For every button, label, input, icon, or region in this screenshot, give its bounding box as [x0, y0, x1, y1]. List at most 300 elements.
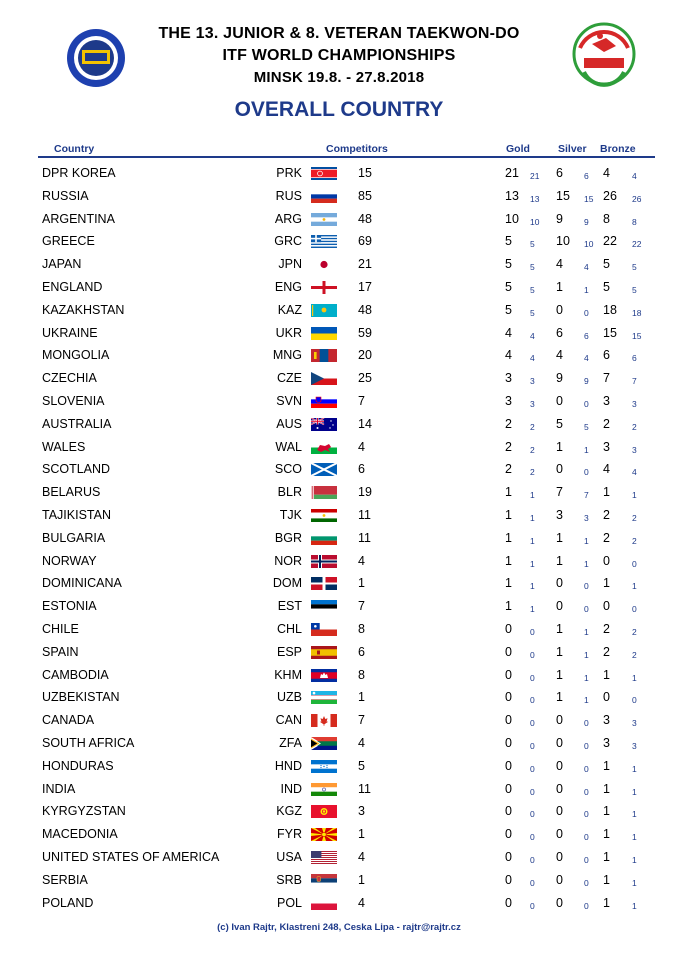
bronze-count: 3: [603, 736, 610, 750]
silver-count-small: 10: [584, 239, 594, 250]
table-row: [0, 299, 678, 321]
bronze-count: 2: [603, 644, 610, 659]
table-row: [0, 185, 678, 207]
silver-count: 1: [556, 690, 563, 705]
gold-count-small: 0: [530, 649, 535, 660]
bronze-count-small: 1: [632, 855, 637, 865]
table-row: [0, 778, 678, 800]
country-code: SRB: [276, 872, 302, 887]
table-row: [0, 413, 678, 435]
silver-count-small: 1: [584, 649, 589, 660]
competitors-count: 15: [358, 166, 372, 180]
flag-bgr-icon: [311, 532, 337, 545]
silver-count: 1: [556, 553, 563, 568]
country-name: KAZAKHSTAN: [42, 302, 125, 317]
bronze-count: 4: [603, 462, 610, 477]
flag-wal-icon: [311, 441, 337, 454]
table-row: [0, 755, 678, 777]
competitors-count: 4: [358, 736, 365, 750]
silver-count-small: 6: [584, 330, 589, 341]
flag-nor-icon: [311, 555, 337, 568]
country-code: CHL: [276, 622, 302, 636]
competitors-count: 6: [358, 462, 365, 477]
gold-count: 21: [505, 166, 519, 180]
country-name: CANADA: [42, 713, 95, 728]
table-row: [0, 732, 678, 754]
country-name: ARGENTINA: [42, 211, 115, 226]
flag-fyr-icon: [311, 828, 337, 841]
silver-count: 0: [556, 394, 563, 408]
competitors-count: 17: [358, 280, 372, 294]
bronze-count: 3: [603, 713, 610, 728]
silver-count-small: 0: [584, 741, 589, 751]
silver-count-small: 1: [584, 627, 589, 637]
gold-count-small: 3: [530, 399, 535, 409]
silver-count-small: 5: [584, 421, 589, 432]
bronze-count: 2: [603, 508, 610, 522]
competitors-count: 14: [358, 416, 372, 431]
gold-count: 0: [505, 667, 512, 682]
competitors-count: 8: [358, 667, 365, 682]
country-code: USA: [276, 850, 302, 864]
bronze-count: 8: [603, 211, 610, 226]
gold-count-small: 1: [530, 604, 535, 615]
country-code: AUS: [276, 416, 302, 431]
country-code: ENG: [274, 280, 302, 294]
table-row: [0, 436, 678, 458]
gold-count-small: 3: [530, 376, 535, 387]
table-row: [0, 504, 678, 526]
silver-count-small: 0: [584, 877, 589, 888]
bronze-count-small: 2: [632, 535, 637, 546]
bronze-count-small: 2: [632, 627, 637, 637]
silver-count: 1: [556, 530, 563, 545]
country-code: UZB: [277, 690, 302, 705]
silver-count: 4: [556, 348, 563, 363]
country-name: ENGLAND: [42, 280, 103, 294]
gold-count: 0: [505, 644, 512, 659]
bronze-count: 0: [603, 690, 610, 705]
country-code: DOM: [272, 576, 302, 591]
country-code: EST: [277, 599, 302, 614]
competitors-count: 1: [358, 827, 365, 842]
bronze-count-small: 1: [632, 490, 637, 501]
bronze-count: 1: [603, 485, 610, 500]
table-row: [0, 572, 678, 594]
country-code: RUS: [275, 188, 302, 203]
table-row: [0, 800, 678, 822]
col-competitors-header: Competitors: [326, 143, 388, 155]
country-code: CAN: [275, 713, 302, 728]
bronze-count: 1: [603, 850, 610, 864]
bronze-count-small: 3: [632, 741, 637, 751]
bronze-count-small: 1: [632, 877, 637, 888]
gold-count: 4: [505, 325, 512, 340]
bronze-count: 0: [603, 599, 610, 614]
table-row: [0, 481, 678, 503]
silver-count: 0: [556, 302, 563, 317]
country-name: WALES: [42, 439, 86, 454]
country-code: POL: [276, 895, 302, 910]
country-code: PRK: [276, 166, 302, 180]
country-code: ARG: [274, 211, 302, 226]
gold-count-small: 13: [530, 193, 540, 204]
silver-count: 0: [556, 599, 563, 614]
bronze-count: 1: [603, 781, 610, 796]
flag-usa-icon: [311, 851, 337, 864]
country-code: KGZ: [276, 804, 302, 819]
silver-count: 0: [556, 736, 563, 750]
silver-count-small: 0: [584, 763, 589, 774]
flag-mng-icon: [311, 349, 337, 362]
flag-srb-icon: [311, 874, 337, 887]
gold-count-small: 21: [530, 171, 540, 181]
flag-uzb-icon: [311, 691, 337, 704]
table-row: [0, 208, 678, 230]
silver-count-small: 1: [584, 285, 589, 295]
country-code: SVN: [276, 394, 302, 408]
competitors-count: 69: [358, 234, 372, 249]
gold-count-small: 5: [530, 262, 535, 273]
competitors-count: 6: [358, 644, 365, 659]
gold-count-small: 0: [530, 855, 535, 865]
silver-count: 4: [556, 257, 563, 272]
country-name: ESTONIA: [42, 599, 97, 614]
country-code: NOR: [274, 553, 302, 568]
gold-count: 10: [505, 211, 519, 226]
country-code: ZFA: [279, 736, 302, 750]
table-row: [0, 344, 678, 366]
gold-count: 4: [505, 348, 512, 363]
gold-count: 3: [505, 371, 512, 386]
bronze-count-small: 1: [632, 832, 637, 843]
country-code: KHM: [274, 667, 302, 682]
gold-count-small: 0: [530, 672, 535, 683]
country-code: TJK: [279, 508, 302, 522]
country-code: FYR: [277, 827, 302, 842]
country-name: KYRGYZSTAN: [42, 804, 126, 819]
competitors-count: 59: [358, 325, 372, 340]
silver-count: 0: [556, 804, 563, 819]
bronze-count-small: 18: [632, 307, 642, 318]
competitors-count: 11: [358, 781, 371, 796]
silver-count-small: 4: [584, 353, 589, 364]
gold-count-small: 0: [530, 763, 535, 774]
silver-count-small: 1: [584, 695, 589, 706]
gold-count-small: 0: [530, 809, 535, 820]
table-row: [0, 276, 678, 298]
country-name: MACEDONIA: [42, 827, 118, 842]
bronze-count: 7: [603, 371, 610, 386]
competitors-count: 7: [358, 599, 365, 614]
flag-grc-icon: [311, 235, 337, 248]
flag-blr-icon: [311, 486, 337, 499]
gold-count: 5: [505, 234, 512, 249]
silver-count-small: 9: [584, 376, 589, 387]
bronze-count-small: 1: [632, 581, 637, 592]
bronze-count: 4: [603, 166, 610, 180]
competitors-count: 48: [358, 211, 372, 226]
competitors-count: 1: [358, 576, 365, 591]
silver-count-small: 0: [584, 855, 589, 865]
silver-count-small: 15: [584, 193, 594, 204]
gold-count-small: 0: [530, 718, 535, 729]
country-code: HND: [274, 758, 302, 773]
bronze-count-small: 2: [632, 513, 637, 523]
silver-count: 7: [556, 485, 563, 500]
table-row: [0, 709, 678, 731]
bronze-count-small: 2: [632, 649, 637, 660]
flag-pol-icon: [311, 897, 337, 910]
silver-count-small: 0: [584, 900, 589, 911]
flag-rus-icon: [311, 190, 337, 203]
bronze-count-small: 3: [632, 444, 637, 455]
gold-count: 5: [505, 302, 512, 317]
table-header: [0, 140, 678, 162]
country-name: SOUTH AFRICA: [42, 736, 135, 750]
country-name: INDIA: [42, 781, 76, 796]
bronze-count-small: 15: [632, 330, 642, 341]
country-code: MNG: [272, 348, 302, 363]
country-name: UZBEKISTAN: [42, 690, 120, 705]
table-row: [0, 367, 678, 389]
competitors-count: 5: [358, 758, 365, 773]
header-line-1: THE 13. JUNIOR & 8. VETERAN TAEKWON-DO: [158, 25, 520, 42]
silver-count-small: 0: [584, 809, 589, 820]
bronze-count-small: 1: [632, 809, 637, 820]
silver-count: 1: [556, 644, 563, 659]
country-code: GRC: [274, 234, 302, 249]
bronze-count-small: 1: [632, 672, 637, 683]
flag-jpn-icon: [311, 258, 337, 271]
country-code: BLR: [277, 485, 302, 500]
silver-count-small: 6: [584, 171, 589, 181]
gold-count-small: 0: [530, 695, 535, 706]
silver-count: 6: [556, 325, 563, 340]
country-name: SERBIA: [42, 872, 88, 887]
table-row: [0, 641, 678, 663]
table-row: [0, 458, 678, 480]
gold-count: 1: [505, 508, 512, 522]
country-name: GREECE: [42, 234, 95, 249]
gold-count-small: 10: [530, 216, 540, 227]
gold-count-small: 4: [530, 330, 535, 341]
silver-count-small: 0: [584, 467, 589, 478]
gold-count: 1: [505, 553, 512, 568]
table-row: [0, 892, 678, 914]
silver-count-small: 0: [584, 718, 589, 729]
country-code: WAL: [275, 439, 302, 454]
flag-tjk-icon: [311, 509, 337, 522]
competitors-count: 1: [358, 690, 365, 705]
country-name: SCOTLAND: [42, 462, 111, 477]
table-row: [0, 550, 678, 572]
gold-count: 1: [505, 576, 512, 591]
col-silver-header: Silver: [558, 143, 587, 155]
bronze-count: 3: [603, 394, 610, 408]
gold-count-small: 5: [530, 307, 535, 318]
table-row: [0, 322, 678, 344]
silver-count-small: 1: [584, 535, 589, 546]
flag-ind-icon: [311, 783, 337, 796]
bronze-count: 2: [603, 530, 610, 545]
bronze-count-small: 26: [632, 193, 642, 204]
flag-dom-icon: [311, 577, 337, 590]
gold-count-small: 0: [530, 900, 535, 911]
col-gold-header: Gold: [506, 143, 530, 155]
gold-count-small: 1: [530, 581, 535, 592]
header-line-3: MINSK 19.8. - 27.8.2018: [253, 69, 425, 82]
silver-count: 1: [556, 622, 563, 636]
silver-count: 9: [556, 371, 563, 386]
silver-count-small: 1: [584, 672, 589, 683]
gold-count-small: 0: [530, 627, 535, 637]
page-title: OVERALL COUNTRY: [234, 98, 444, 121]
bronze-count-small: 3: [632, 718, 637, 729]
silver-count: 0: [556, 850, 563, 864]
bronze-count: 1: [603, 872, 610, 887]
gold-count: 3: [505, 394, 512, 408]
gold-count-small: 0: [530, 786, 535, 797]
gold-count: 0: [505, 827, 512, 842]
competitors-count: 4: [358, 553, 365, 568]
bronze-count-small: 3: [632, 399, 637, 409]
bronze-count: 1: [603, 895, 610, 910]
gold-count: 1: [505, 599, 512, 614]
gold-count: 0: [505, 758, 512, 773]
gold-count: 0: [505, 622, 512, 636]
gold-count: 0: [505, 804, 512, 819]
flag-svn-icon: [311, 395, 337, 408]
flag-ukr-icon: [311, 327, 337, 340]
silver-count-small: 0: [584, 604, 589, 615]
country-name: TAJIKISTAN: [42, 508, 111, 522]
table-row: [0, 846, 678, 868]
bronze-count: 1: [603, 576, 610, 591]
silver-count: 5: [556, 416, 563, 431]
gold-count: 0: [505, 736, 512, 750]
country-name: CZECHIA: [42, 371, 97, 386]
bronze-count-small: 5: [632, 262, 637, 273]
country-code: CZE: [277, 371, 302, 386]
silver-count-small: 7: [584, 490, 589, 501]
bronze-count-small: 0: [632, 695, 637, 706]
flag-sco-icon: [311, 463, 337, 476]
gold-count: 2: [505, 416, 512, 431]
country-code: ESP: [276, 644, 302, 659]
bronze-count: 6: [603, 348, 610, 363]
country-code: JPN: [278, 257, 302, 272]
bronze-count-small: 7: [632, 376, 637, 387]
gold-count-small: 1: [530, 490, 535, 501]
silver-count: 1: [556, 667, 563, 682]
footer-credit: (c) Ivan Rajtr, Klastreni 248, Ceska Lipa - rajtr@rajtr.cz: [217, 922, 461, 933]
bronze-count: 0: [603, 553, 610, 568]
bronze-count-small: 22: [632, 239, 642, 250]
competitors-count: 25: [358, 371, 372, 386]
silver-count: 3: [556, 508, 563, 522]
country-code: KAZ: [277, 302, 302, 317]
bronze-count: 1: [603, 758, 610, 773]
bronze-count-small: 2: [632, 421, 637, 432]
country-name: SLOVENIA: [42, 394, 105, 408]
country-name: NORWAY: [42, 553, 97, 568]
silver-count-small: 0: [584, 786, 589, 797]
country-name: BULGARIA: [42, 530, 106, 545]
bronze-count: 26: [603, 188, 617, 203]
gold-count: 2: [505, 439, 512, 454]
silver-count-small: 0: [584, 399, 589, 409]
table-row: [0, 253, 678, 275]
competitors-count: 3: [358, 804, 365, 819]
competitors-count: 11: [358, 508, 371, 522]
silver-count: 0: [556, 895, 563, 910]
gold-count-small: 1: [530, 558, 535, 569]
bronze-count-small: 5: [632, 285, 637, 295]
gold-count: 5: [505, 257, 512, 272]
silver-count-small: 0: [584, 307, 589, 318]
country-code: IND: [280, 781, 302, 796]
silver-count: 0: [556, 576, 563, 591]
bronze-count: 5: [603, 280, 610, 294]
bronze-count-small: 1: [632, 900, 637, 911]
country-name: BELARUS: [42, 485, 101, 500]
gold-count: 1: [505, 485, 512, 500]
bronze-count: 2: [603, 416, 610, 431]
country-name: UKRAINE: [42, 325, 98, 340]
bronze-count-small: 8: [632, 216, 637, 227]
bronze-count: 1: [603, 667, 610, 682]
gold-count: 0: [505, 850, 512, 864]
table-row: [0, 664, 678, 686]
bronze-count: 22: [603, 234, 617, 249]
gold-count-small: 5: [530, 285, 535, 295]
country-name: MONGOLIA: [42, 348, 110, 363]
table-row: [0, 527, 678, 549]
table-row: [0, 823, 678, 845]
silver-count-small: 1: [584, 444, 589, 455]
gold-count-small: 0: [530, 741, 535, 751]
col-bronze-header: Bronze: [600, 143, 636, 155]
bronze-count: 5: [603, 257, 610, 272]
gold-count: 0: [505, 713, 512, 728]
table-row: [0, 869, 678, 891]
col-country-header: Country: [54, 143, 95, 155]
silver-count: 9: [556, 211, 563, 226]
gold-count-small: 2: [530, 444, 535, 455]
flag-esp-icon: [311, 646, 337, 659]
gold-count: 1: [505, 530, 512, 545]
gold-count-small: 1: [530, 535, 535, 546]
gold-count: 0: [505, 872, 512, 887]
silver-count: 0: [556, 827, 563, 842]
flag-hnd-icon: [311, 760, 337, 773]
table-row: [0, 686, 678, 708]
flag-arg-icon: [311, 213, 337, 226]
country-name: DPR KOREA: [42, 166, 116, 180]
flag-est-icon: [311, 600, 337, 613]
competitors-count: 48: [358, 302, 372, 317]
bronze-count: 15: [603, 325, 617, 340]
gold-count-small: 1: [530, 513, 535, 523]
table-row: [0, 390, 678, 412]
competitors-count: 7: [358, 394, 365, 408]
competitors-count: 4: [358, 895, 365, 910]
country-code: BGR: [274, 530, 302, 545]
country-name: DOMINICANA: [42, 576, 122, 591]
flag-cze-icon: [311, 372, 337, 385]
competitors-count: 21: [358, 257, 372, 272]
